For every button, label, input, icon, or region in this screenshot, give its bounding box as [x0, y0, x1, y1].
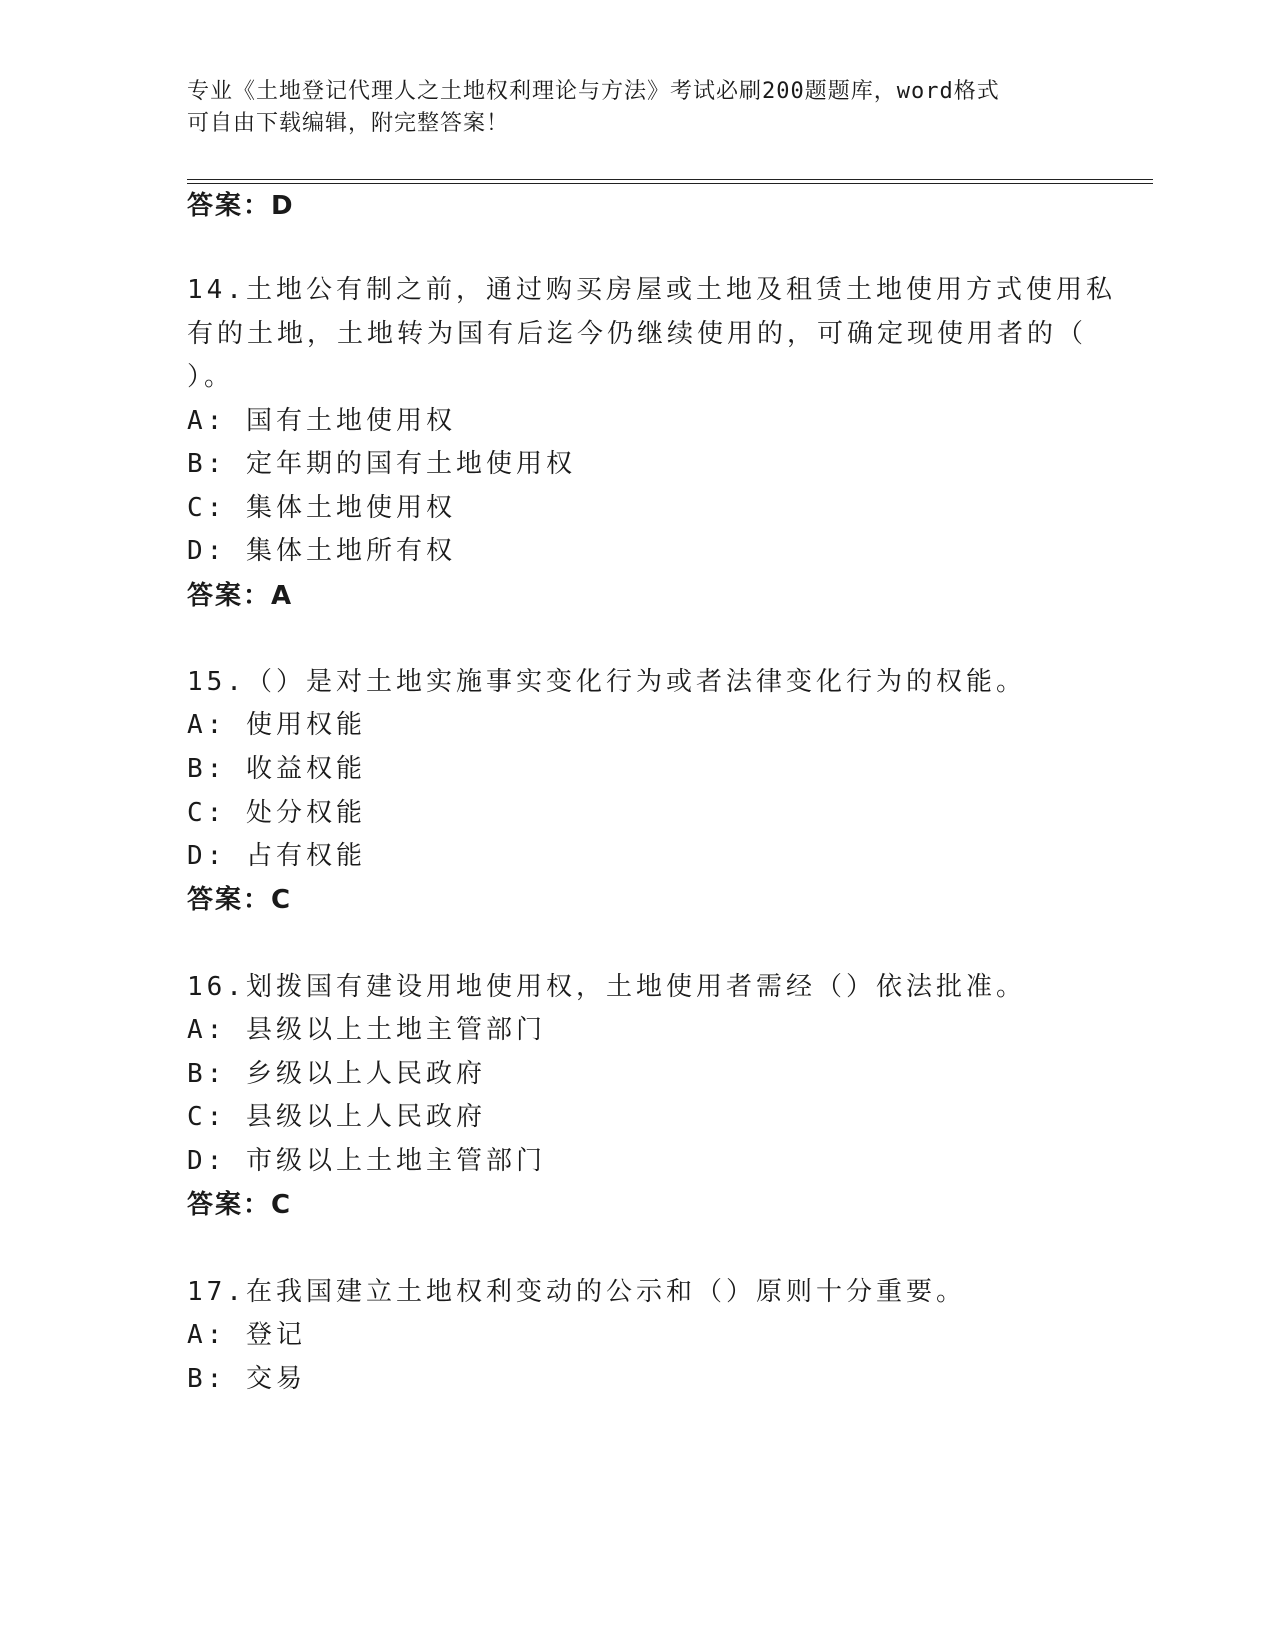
question-stem-line: 16.划拨国有建设用地使用权，土地使用者需经（）依法批准。: [187, 972, 1026, 1002]
question-stem-line: 14.土地公有制之前，通过购买房屋或土地及租赁土地使用方式使用私: [187, 275, 1116, 305]
option-b: B: 交易: [187, 1364, 306, 1394]
option-b: B: 收益权能: [187, 754, 366, 784]
question-stem-line: 17.在我国建立土地权利变动的公示和（）原则十分重要。: [187, 1277, 966, 1307]
option-b: B: 乡级以上人民政府: [187, 1059, 486, 1089]
option-a: A: 国有土地使用权: [187, 406, 456, 436]
option-a: A: 县级以上土地主管部门: [187, 1015, 546, 1045]
option-a: A: 登记: [187, 1320, 306, 1350]
question-stem-line: 有的土地，土地转为国有后迄今仍继续使用的，可确定现使用者的（: [187, 319, 1088, 349]
question-stem-line: 15.（）是对土地实施事实变化行为或者法律变化行为的权能。: [187, 667, 1026, 697]
option-c: C: 县级以上人民政府: [187, 1102, 486, 1132]
option-b: B: 定年期的国有土地使用权: [187, 449, 576, 479]
answer-line: 答案：C: [187, 885, 293, 915]
header-divider-double: [187, 183, 1153, 184]
option-d: D: 集体土地所有权: [187, 536, 456, 566]
header-divider: [187, 179, 1153, 180]
option-a: A: 使用权能: [187, 710, 366, 740]
option-c: C: 集体土地使用权: [187, 493, 456, 523]
option-c: C: 处分权能: [187, 798, 366, 828]
answer-line: 答案：C: [187, 1190, 293, 1220]
option-d: D: 市级以上土地主管部门: [187, 1146, 546, 1176]
answer-line: 答案：A: [187, 581, 294, 611]
header-line-2: 可自由下载编辑，附完整答案！: [187, 111, 510, 136]
document-header: [187, 76, 1067, 140]
answer-line: 答案：D: [187, 191, 295, 221]
header-line-1: 专业《土地登记代理人之土地权利理论与方法》考试必刷200题题库，word格式: [187, 79, 1000, 104]
question-stem-line: ）。: [187, 362, 235, 392]
option-d: D: 占有权能: [187, 841, 366, 871]
